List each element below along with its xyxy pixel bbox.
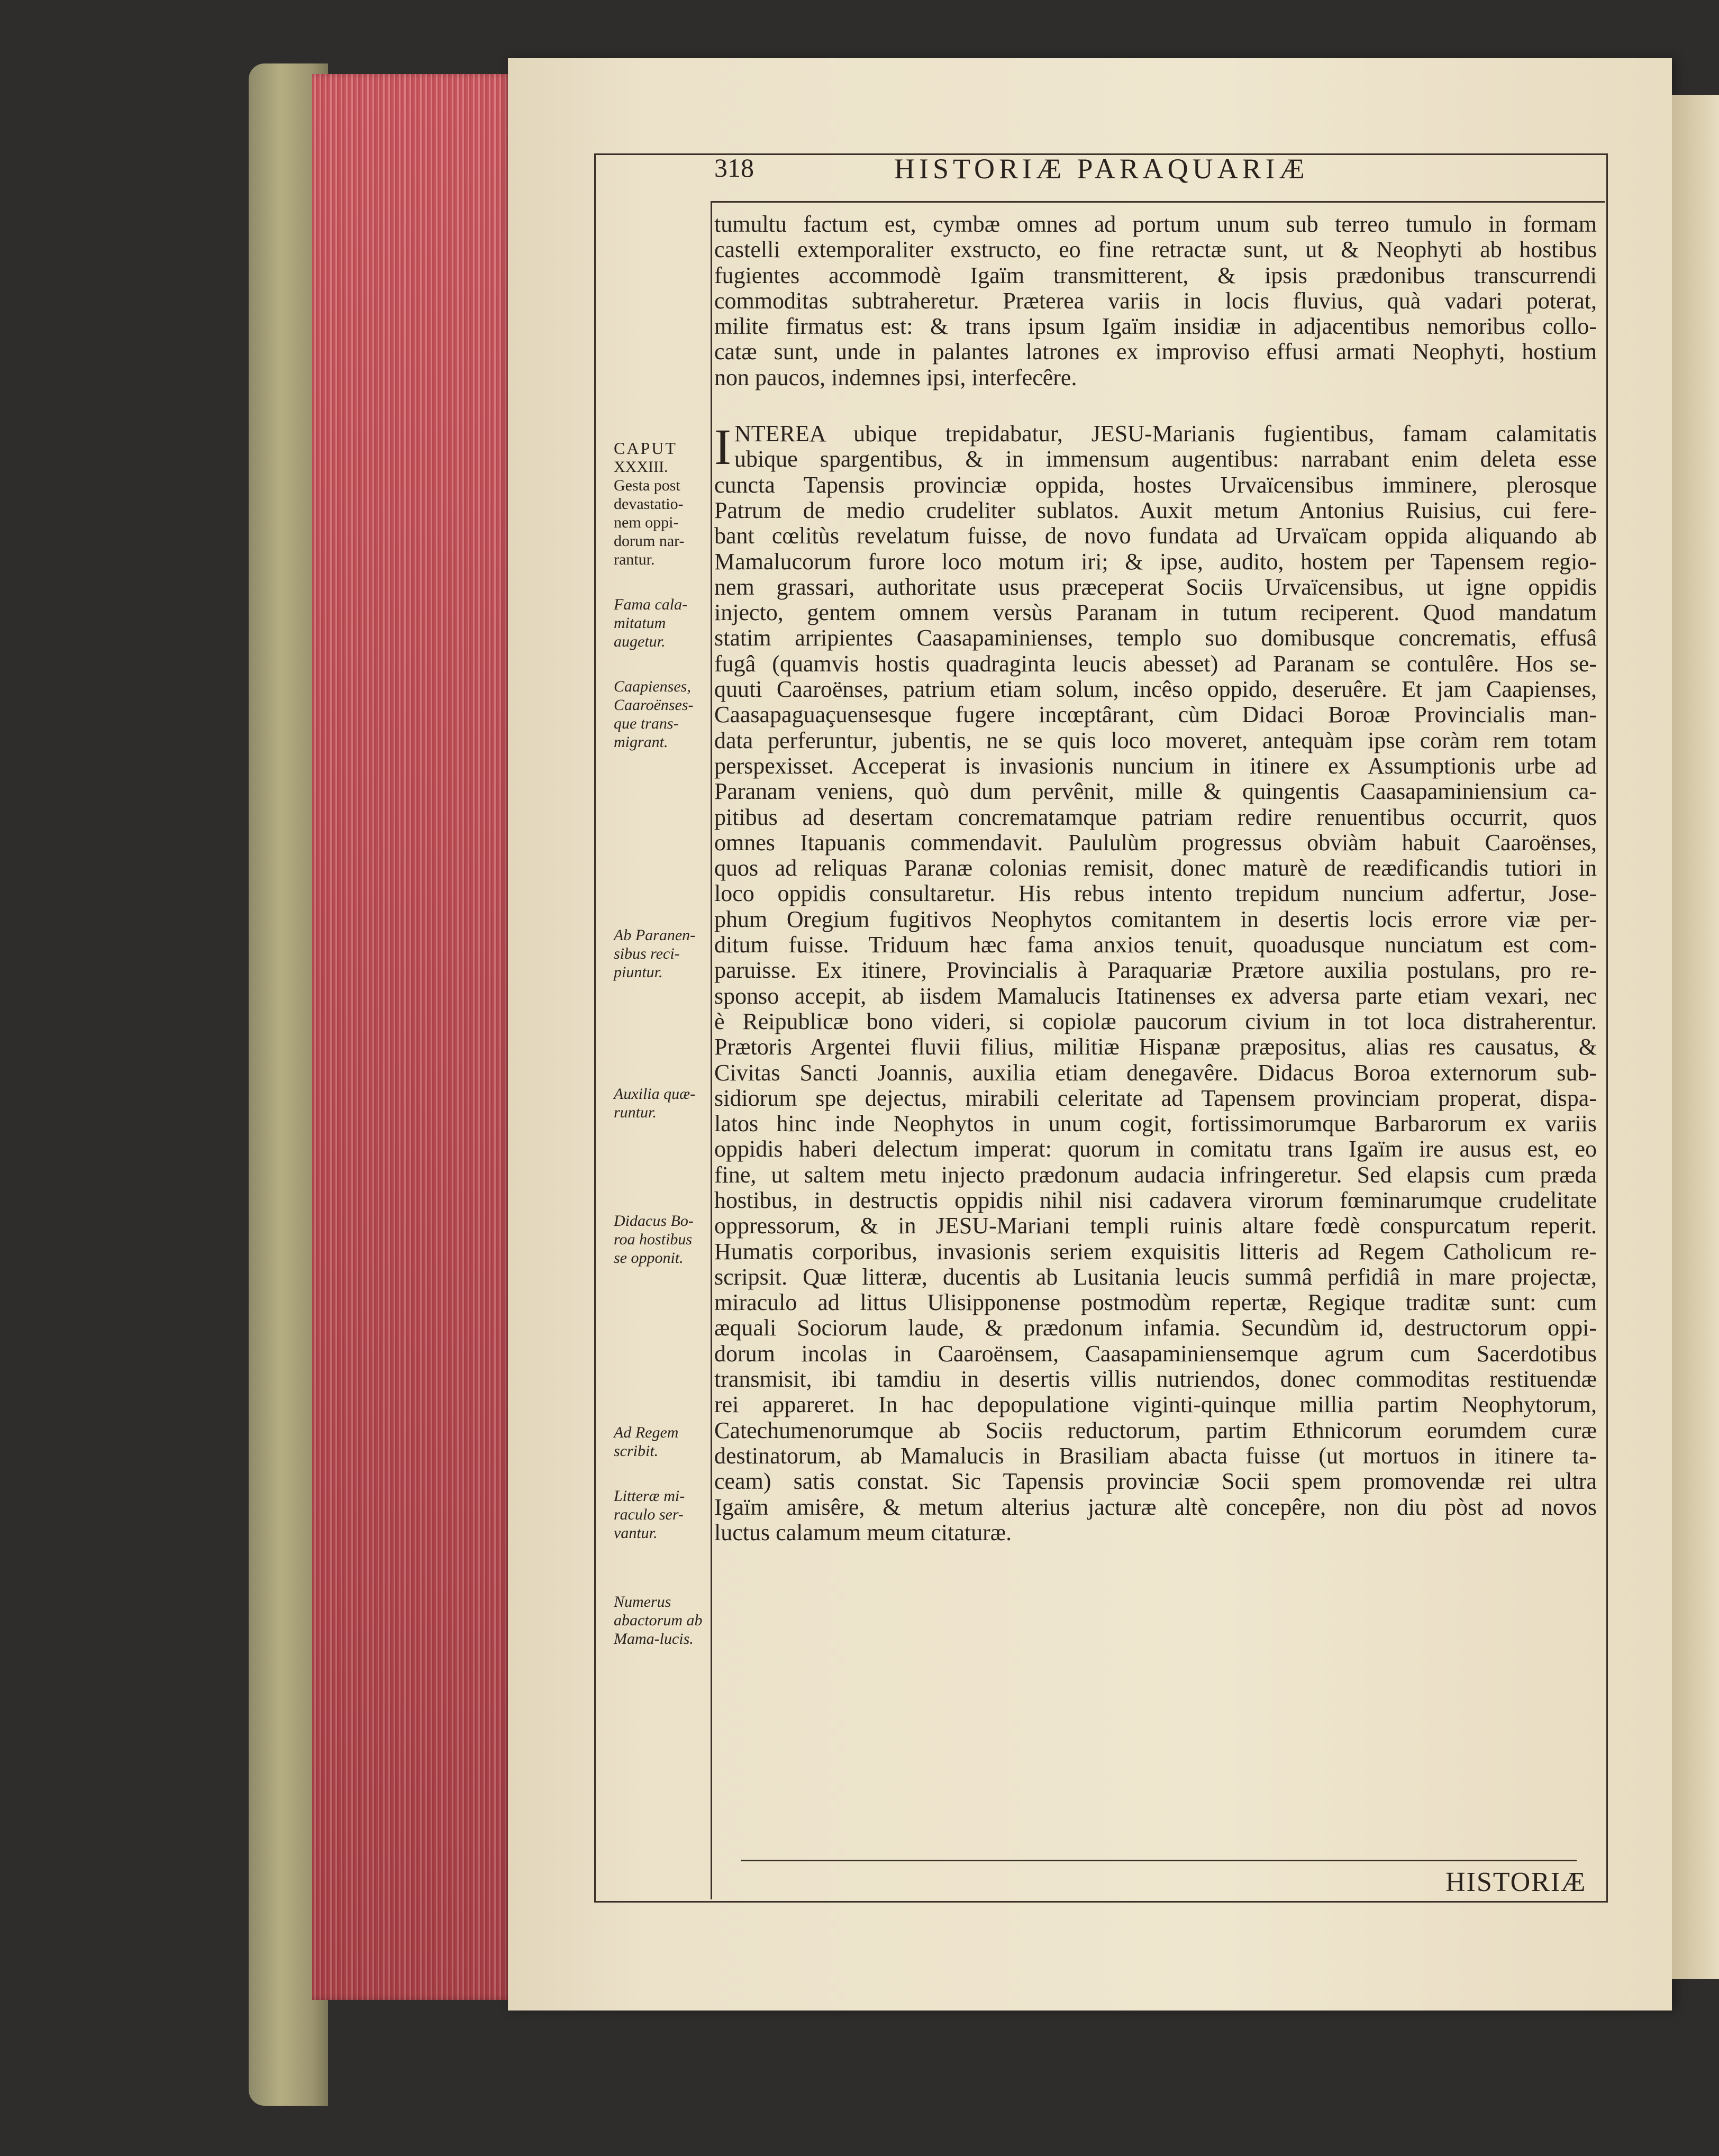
text-line: catæ sunt, unde in palantes latrones ex improviso effusi armati Neophyti, hostium — [714, 339, 1597, 365]
text-line: rei appareret. In hac depopulatione viginti-quinque millia partim Neophytorum, — [714, 1391, 1597, 1418]
caput-summary: Gesta post devastatio-nem oppi-dorum nar-rantur. — [614, 477, 685, 568]
text-line: transmisit, ibi tamdiu in desertis villis nutriendos, donec commoditas restituendæ — [714, 1366, 1597, 1393]
text-line: tumultu factum est, cymbæ omnes ad portum unum sub terreo tumulo in formam — [714, 211, 1597, 237]
text-line: pitibus ad desertam concrematamque patriam redire renuentibus occurrit, quos — [714, 804, 1597, 830]
text-line: nem grassari, authoritate usus præceperat Sociis Urvaïcensibus, ut igne oppidis — [714, 574, 1597, 600]
text-line: Patrum de medio crudeliter sublatos. Auxit metum Antonius Ruisius, cui fere- — [714, 497, 1597, 523]
text-line: phum Oregium fugitivos Neophytos comitantem in desertis locis errore viæ per- — [714, 906, 1597, 932]
text-line: oppidis haberi delectum imperat: quorum in comitatu trans Igaïm ire ausus est, eo — [714, 1136, 1597, 1162]
margin-note-caput — [614, 439, 709, 569]
margin-note-caapienses: Caapienses, Caaroënses-que trans-migrant. — [614, 678, 694, 751]
column-rule — [711, 201, 712, 1899]
page-edges — [312, 74, 511, 2000]
text-line: fine, ut saltem metu injecto prædonum audacia infringeretur. Sed elapsis cum præda — [714, 1161, 1597, 1188]
text-line: fugientes accommodè Igaïm transmitterent, & ipsis prædonibus transcurrendi — [714, 262, 1597, 288]
text-line: Igaïm amisêre, & metum alterius jacturæ altè concepêre, non diu pòst ad novos — [714, 1494, 1597, 1520]
text-line: destinatorum, ab Mamalucis in Brasiliam abacta fuisse (ut mortuos in itinere ta- — [714, 1442, 1597, 1469]
page-number: 318 — [714, 153, 754, 183]
text-line: miraculo ad littus Ulisipponense postmodùm repertæ, Regique traditæ sunt: cum — [714, 1289, 1597, 1316]
margin-note-paranenses: Ab Paranen-sibus reci-piuntur. — [614, 926, 696, 981]
text-line: hostibus, in destructis oppidis nihil nisi cadavera virorum fœminarumque crudelitate — [714, 1187, 1597, 1213]
caput-number: XXXIII. — [614, 458, 668, 476]
paragraph-2 — [714, 421, 1597, 1545]
text-line: commoditas subtraheretur. Præterea variis in locis fluvius, quà vadari poterat, — [714, 287, 1597, 314]
text-line: Paranam veniens, quò dum pervênit, mille & quingentis Caasapaminiensium ca- — [714, 778, 1597, 805]
text-line: omnes Itapuanis commendavit. Paululùm progressus obviàm habuit Caaroënses, — [714, 829, 1597, 856]
text-line: injecto, gentem omnem versùs Paranam in tutum reciperent. Quod mandatum — [714, 599, 1597, 626]
running-title: HISTORIÆ PARAQUARIÆ — [894, 153, 1309, 185]
text-line: ubique spargentibus, & in immensum augentibus: narrabant enim deleta esse — [734, 446, 1597, 472]
text-line: quos ad reliquas Paranæ colonias remisit, donec maturè de reædificandis tutiori in — [714, 855, 1597, 881]
margin-note-numerus: Numerus abactorum ab Mama-lucis. — [614, 1593, 703, 1648]
drop-cap: I — [714, 419, 731, 476]
margin-note-auxilia: Auxilia quæ-runtur. — [614, 1085, 696, 1121]
text-line: Humatis corporibus, invasionis seriem exquisitis litteris ad Regem Catholicum re- — [714, 1238, 1597, 1265]
text-line: ceam) satis constat. Sic Tapensis provinciæ Socii spem promovendæ rei ultra — [714, 1468, 1597, 1495]
text-line: ditum fuisse. Triduum hæc fama anxios tenuit, quoadusque nunciatum est com- — [714, 932, 1597, 958]
text-line: milite firmatus est: & trans ipsum Igaïm insidiæ in adjacentibus nemoribus collo- — [714, 313, 1597, 340]
caput-title: CAPUT — [614, 439, 677, 458]
facing-page-edge — [1672, 95, 1719, 1979]
text-line: Catechumenorumque ab Sociis reductorum, partim Ethnicorum eorumdem curæ — [714, 1417, 1597, 1443]
text-line: NTEREA ubique trepidabatur, JESU-Marianis fugientibus, famam calamitatis — [734, 421, 1597, 447]
header-rule — [711, 201, 1605, 203]
text-line: statim arripientes Caasapaminienses, templo suo domibusque concrematis, effusâ — [714, 625, 1597, 651]
text-line: castelli extemporaliter exstructo, eo fine retractæ sunt, ut & Neophyti ab hostibus — [714, 236, 1597, 263]
text-line: cuncta Tapensis provinciæ oppida, hostes Urvaïcensibus imminere, plerosque — [714, 471, 1597, 498]
text-line: Caasapaguaçuensesque fugere incœptârant, cùm Didaci Boroæ Provincialis man- — [714, 702, 1597, 728]
text-line: æquali Sociorum laude, & prædonum infamia. Secundùm id, destructorum oppi- — [714, 1315, 1597, 1341]
text-line: latos hinc inde Neophytos in unum cogit, fortissimorumque Barbarorum ex variis — [714, 1111, 1597, 1137]
text-line: loco oppidis consultaretur. His rebus intento trepidum nuncium adfertur, Jose- — [714, 880, 1597, 907]
text-line: fugâ (quamvis hostis quadraginta leucis abesset) ad Paranam se contulêre. Hos se- — [714, 650, 1597, 677]
text-line: sidiorum spe dejectus, mirabili celeritate ad Tapensem provinciam properat, dispa- — [714, 1085, 1597, 1111]
footer-rule — [741, 1860, 1577, 1861]
text-line: è Reipublicæ bono videri, si copiolæ paucorum civium in tot loca distraherentur. — [714, 1008, 1597, 1034]
text-line: bant cœlitùs revelatum fuisse, de novo fundata ad Urvaïcam oppida aliquando ab — [714, 523, 1597, 549]
page-header — [714, 152, 1603, 195]
text-line: Prætoris Argentei fluvii filius, militiæ Hispanæ præpositus, alias res causatus, & — [714, 1034, 1597, 1060]
text-line: Civitas Sancti Joannis, auxilia etiam denegavêre. Didacus Boroa externorum sub- — [714, 1059, 1597, 1086]
catchword: HISTORIÆ — [1445, 1867, 1587, 1897]
paragraph-1 — [714, 212, 1597, 390]
text-line: non paucos, indemnes ipsi, interfecêre. — [714, 364, 1077, 390]
text-line: sponso accepit, ab iisdem Mamalucis Itatinenses ex adversa parte etiam vexari, nec — [714, 983, 1597, 1009]
text-line: Mamalucorum furore loco motum iri; & ipse, audito, hostem per Tapensem regio- — [714, 548, 1597, 575]
text-line: paruisse. Ex itinere, Provincialis à Paraquariæ Prætore auxilia postulans, pro re- — [714, 957, 1597, 984]
margin-note-didacus: Didacus Bo-roa hostibus se opponit. — [614, 1212, 694, 1267]
text-line: scripsit. Quæ litteræ, ducentis ab Lusitania leucis summâ perfidiâ in mare projectæ, — [714, 1263, 1597, 1290]
margin-note-litterae: Litteræ mi-raculo ser-vantur. — [614, 1487, 685, 1542]
margin-note-regem: Ad Regem scribit. — [614, 1424, 679, 1460]
text-line: quuti Caaroënses, patrium etiam solum, incêso oppido, deseruêre. Et jam Caapienses, — [714, 676, 1597, 703]
margin-note-fama: Fama cala-mitatum augetur. — [614, 596, 688, 650]
text-line: luctus calamum meum citaturæ. — [714, 1519, 1012, 1545]
text-line: perspexisset. Acceperat is invasionis nuncium in itinere ex Assumptionis urbe ad — [714, 752, 1597, 779]
text-line: oppressorum, & in JESU-Mariani templi ruinis altare fœdè conspurcatum reperit. — [714, 1213, 1597, 1239]
main-text — [714, 212, 1597, 1545]
text-line: data perferuntur, jubentis, ne se quis loco moveret, antequàm ipse coràm rem totam — [714, 727, 1597, 753]
text-line: dorum incolas in Caaroënsem, Caasapaminiensemque agrum cum Sacerdotibus — [714, 1340, 1597, 1367]
